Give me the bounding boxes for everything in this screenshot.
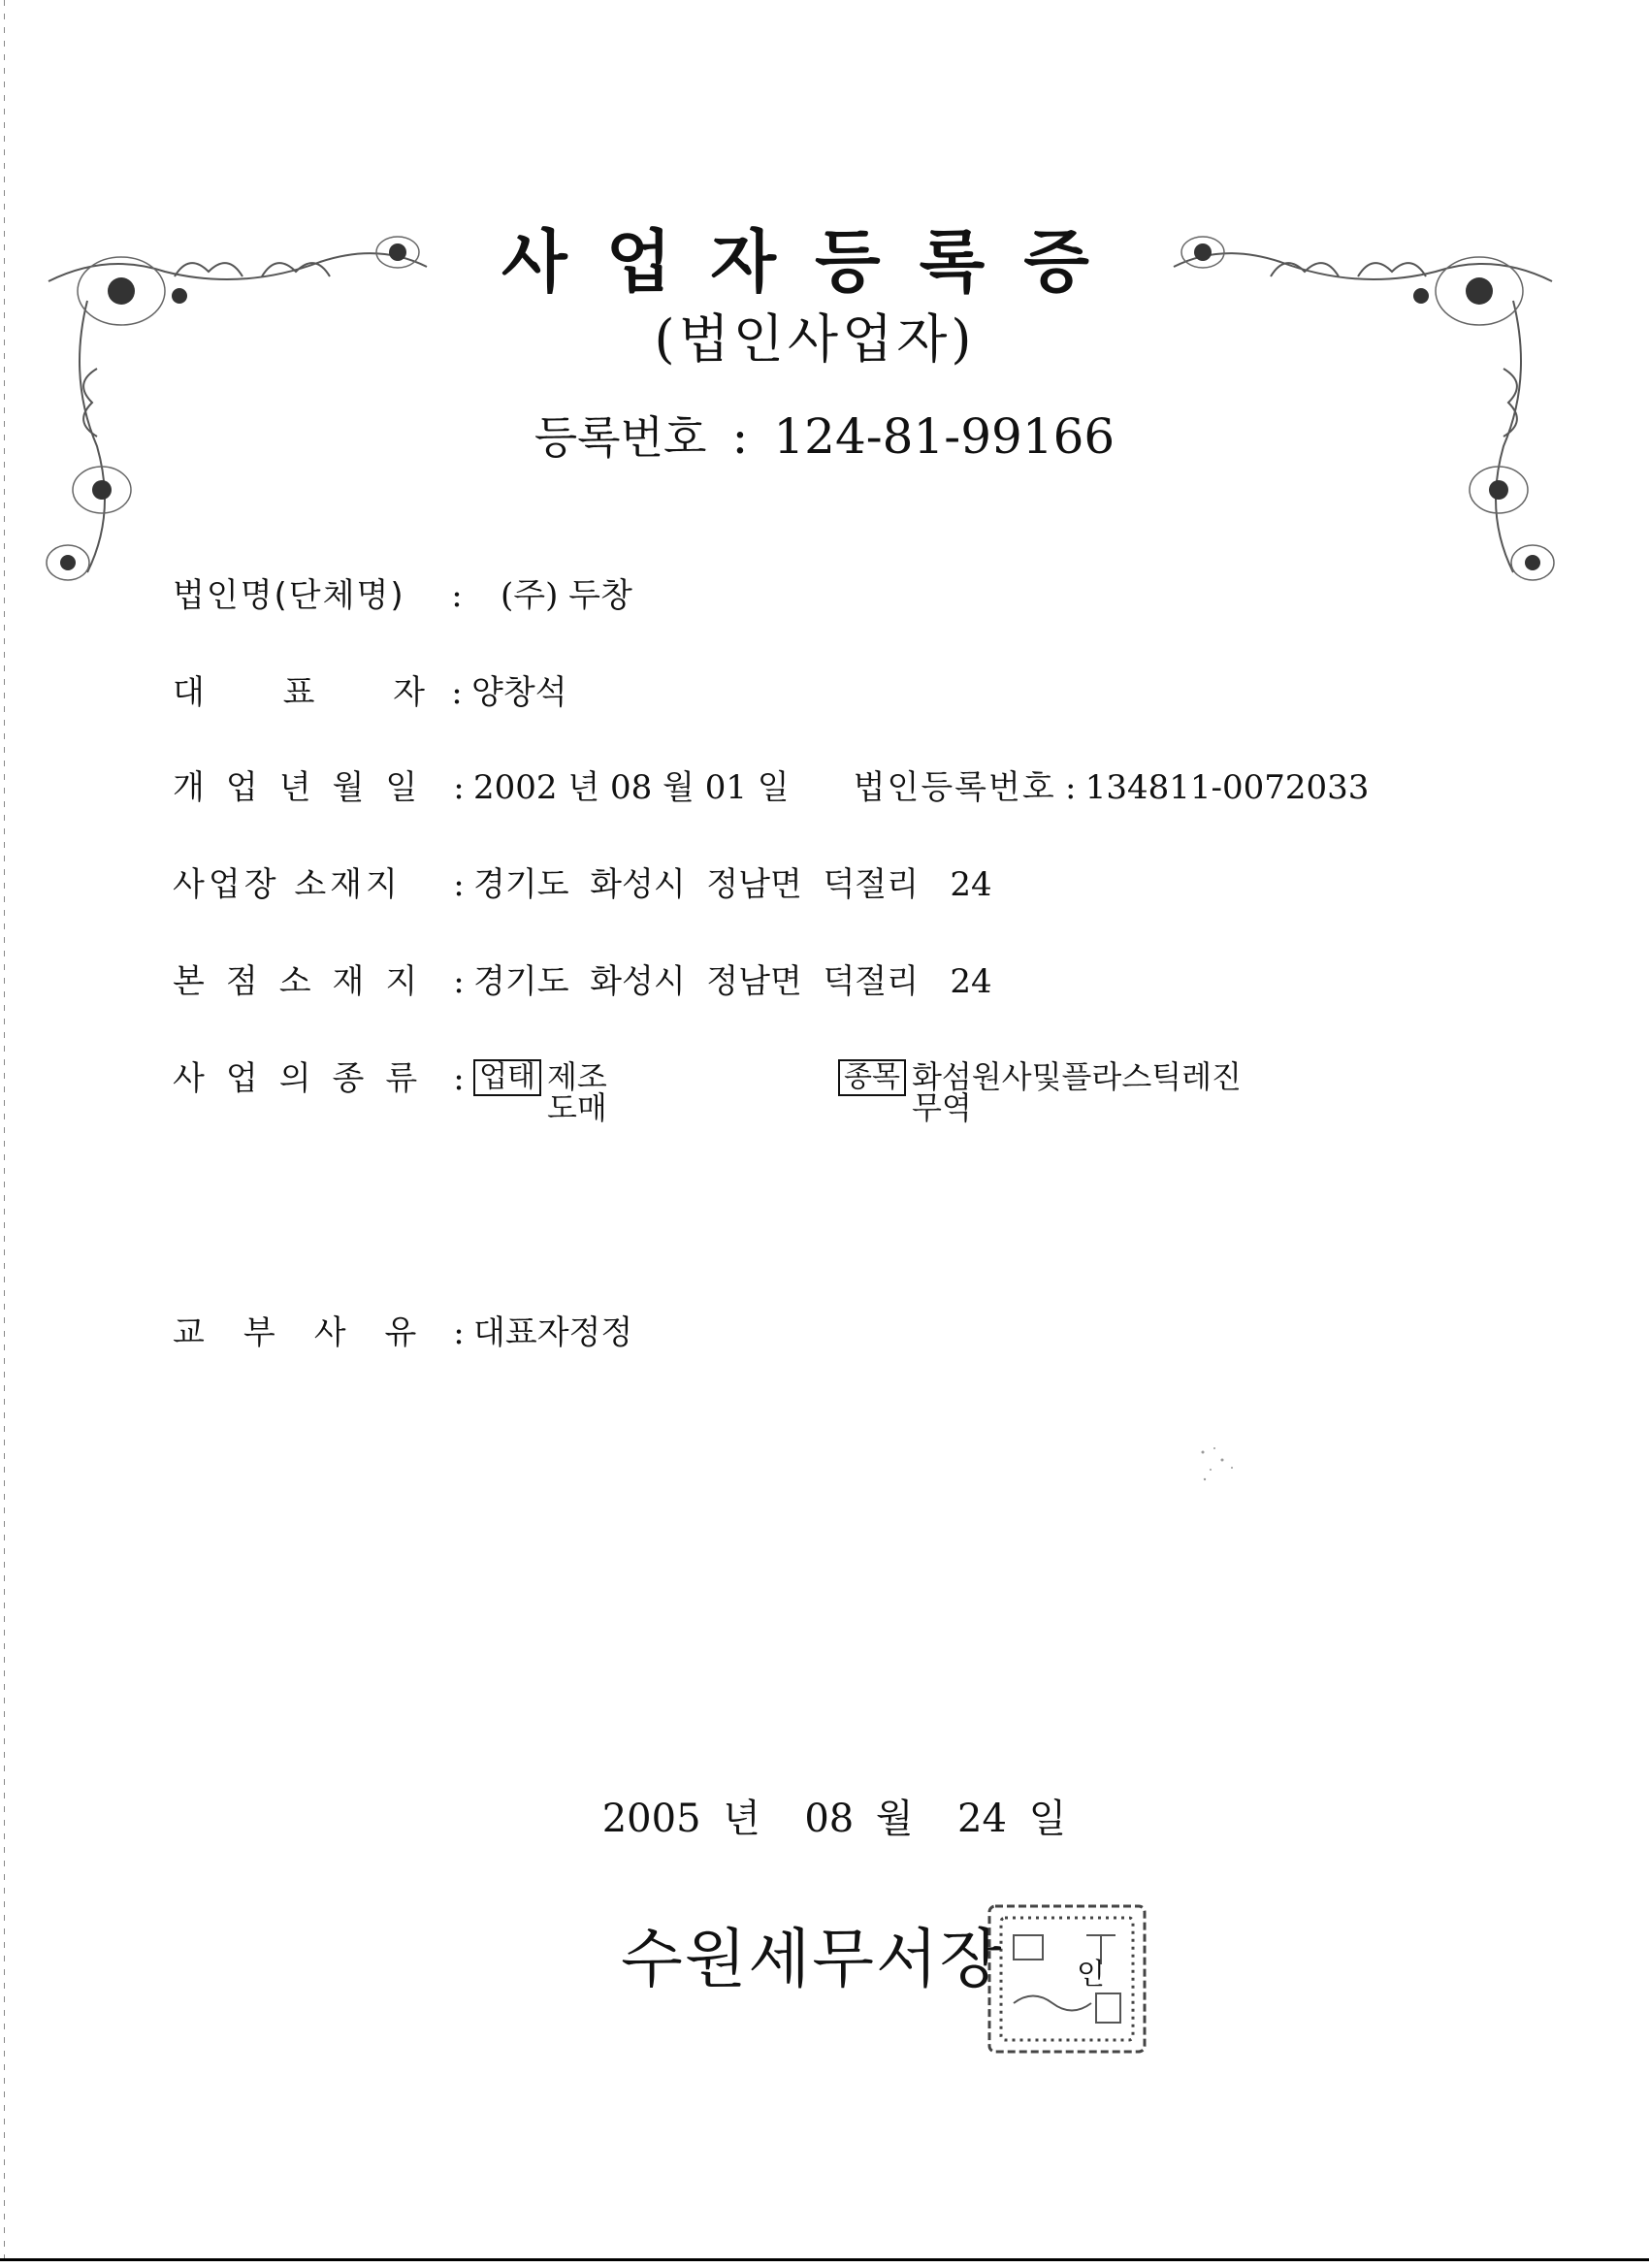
category-value: 도매 — [546, 1089, 607, 1126]
issue-reason-row — [173, 1312, 632, 1354]
scan-speckle — [1193, 1441, 1251, 1489]
issue-reason-label: 교부사유 — [173, 1313, 456, 1352]
business-address-label: 사업장 소재지 — [173, 865, 402, 904]
corp-reg-colon: : — [1064, 768, 1077, 807]
registration-number-line — [485, 403, 1164, 471]
representative-row — [173, 671, 567, 714]
representative-value: 양창석 — [471, 673, 567, 712]
document-title: 사업자등록증 — [501, 222, 1128, 302]
item-value: 화섬원사및플라스틱레진 — [911, 1058, 1242, 1095]
registration-number: 124-81-99166 — [773, 408, 1116, 465]
registration-label: 등록번호 — [534, 411, 707, 464]
business-type-row — [173, 1057, 1242, 1126]
representative-label-char: 표 — [282, 673, 317, 712]
corp-name-label: 법인명(단체명) — [173, 576, 405, 615]
business-address-colon: : — [453, 865, 465, 904]
issue-reason-value: 대표자정정 — [473, 1313, 633, 1352]
official-seal-stamp-icon — [980, 1896, 1154, 2061]
corp-reg-label: 법인등록번호 — [853, 768, 1056, 807]
opening-date-row — [173, 766, 1369, 809]
opening-date-value: 2002 년 08 월 01 일 — [473, 768, 790, 807]
representative-colon: : — [451, 673, 463, 712]
issuer-name: 수원세무서장 — [621, 1922, 1004, 1996]
category-tag: 업태 — [473, 1059, 541, 1096]
business-address-row — [173, 863, 992, 906]
item-values — [911, 1058, 1242, 1126]
opening-date-label: 개업년월일 — [173, 768, 439, 807]
head-office-row — [173, 960, 992, 1003]
scan-edge-bottom — [0, 2258, 1649, 2261]
category-value: 제조 — [546, 1058, 607, 1095]
corp-name-colon: : — [451, 576, 463, 615]
document-subtitle: (법인사업자) — [654, 308, 976, 370]
business-type-label: 사업의종류 — [173, 1059, 439, 1098]
seal-mark: 인 — [1077, 1958, 1105, 1992]
corp-reg-value: 134811-0072033 — [1084, 768, 1370, 807]
head-office-colon: : — [453, 962, 465, 1001]
business-address-value: 경기도 화성시 정남면 덕절리 24 — [473, 865, 992, 904]
item-tag: 종목 — [838, 1059, 906, 1096]
issue-date: 2005 년 08 월 24 일 — [601, 1797, 1067, 1841]
floral-ornament-right-icon — [1164, 223, 1571, 582]
representative-label — [173, 671, 442, 714]
registration-separator: : — [731, 408, 749, 465]
corp-name-row — [173, 574, 632, 617]
issue-reason-colon: : — [453, 1313, 465, 1352]
representative-label-char: 자 — [393, 673, 427, 712]
corp-name-value: (주) 두창 — [501, 576, 632, 615]
opening-date-colon: : — [453, 768, 465, 807]
head-office-label: 본점소재지 — [173, 962, 439, 1001]
floral-ornament-left-icon — [29, 223, 436, 582]
scan-edge-left — [4, 0, 5, 2268]
category-values — [546, 1058, 838, 1126]
representative-label-char: 대 — [173, 673, 207, 712]
business-type-colon: : — [453, 1059, 465, 1098]
head-office-value: 경기도 화성시 정남면 덕절리 24 — [473, 962, 992, 1001]
item-value: 무역 — [911, 1089, 972, 1126]
